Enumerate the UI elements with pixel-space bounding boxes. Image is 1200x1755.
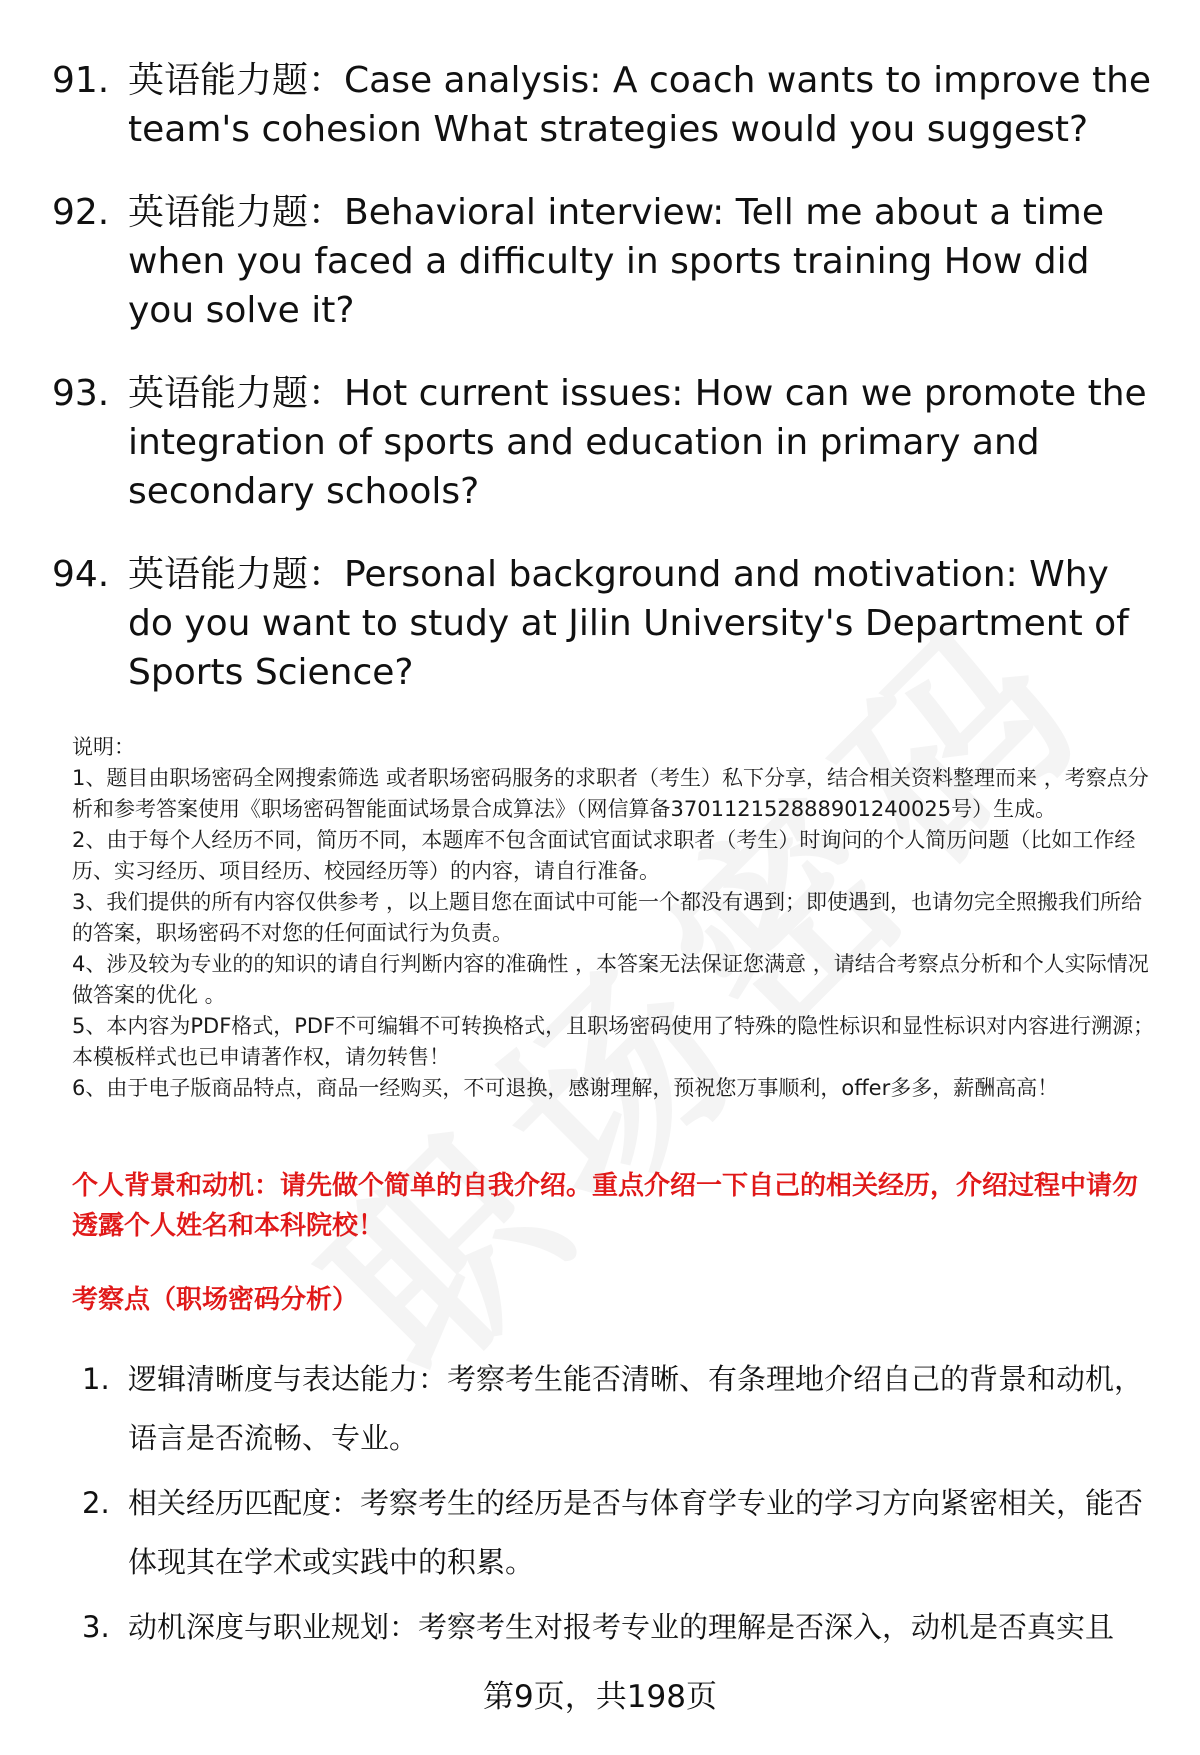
question-number: 93.	[52, 373, 110, 414]
question-text: 英语能力题：Case analysis: A coach wants to improve the team's cohesion What strategies would you suggest?	[128, 60, 1152, 150]
question-item	[52, 369, 1162, 516]
analysis-heading: 考察点（职场密码分析）	[72, 1285, 359, 1315]
analysis-point-number: 3.	[82, 1610, 110, 1644]
note-item: 2、由于每个人经历不同，简历不同，本题库不包含面试官面试求职者（考生）时询问的个人简历问题（比如工作经历、实习经历、项目经历、校园经历等）的内容，请自行准备。	[72, 828, 1136, 883]
analysis-point	[82, 1598, 1162, 1657]
question-number: 91.	[52, 60, 110, 101]
note-item: 6、由于电子版商品特点，商品一经购买，不可退换，感谢理解，预祝您万事顺利，offer多多，薪酬高高！	[72, 1076, 1059, 1100]
notes-title: 说明：	[72, 735, 135, 759]
analysis-point-number: 1.	[82, 1362, 110, 1396]
analysis-point-text: 相关经历匹配度：考察考生的经历是否与体育学专业的学习方向紧密相关，能否体现其在学术或实践中的积累。	[128, 1486, 1144, 1579]
analysis-point	[82, 1350, 1162, 1468]
analysis-point-text: 动机深度与职业规划：考察考生对报考专业的理解是否深入，动机是否真实且	[128, 1610, 1115, 1644]
analysis-point-text: 逻辑清晰度与表达能力：考察考生能否清晰、有条理地介绍自己的背景和动机，语言是否流畅、专业。	[128, 1362, 1144, 1455]
analysis-point	[82, 1474, 1162, 1592]
question-item	[52, 56, 1162, 154]
note-item: 3、我们提供的所有内容仅供参考 ，以上题目您在面试中可能一个都没有遇到；即使遇到，也请勿完全照搬我们所给的答案，职场密码不对您的任何面试行为负责。	[72, 890, 1143, 945]
question-item	[52, 550, 1162, 697]
question-number: 92.	[52, 192, 110, 233]
page-footer: 第9页，共198页	[483, 1679, 717, 1715]
question-text: 英语能力题：Hot current issues: How can we promote the integration of sports and education in primary and secondary schools?	[128, 373, 1147, 512]
analysis-point-list	[82, 1350, 1162, 1663]
question-list	[52, 56, 1162, 731]
highlight-question: 个人背景和动机：请先做个简单的自我介绍。重点介绍一下自己的相关经历，介绍过程中请勿透露个人姓名和本科院校！	[72, 1171, 1139, 1241]
question-text: 英语能力题：Behavioral interview: Tell me about a time when you faced a difficulty in sports training How did you solve it?	[128, 192, 1105, 331]
note-item: 5、本内容为PDF格式，PDF不可编辑不可转换格式，且职场密码使用了特殊的隐性标识和显性标识对内容进行溯源；本模板样式也已申请著作权，请勿转售！	[72, 1014, 1155, 1069]
question-item	[52, 188, 1162, 335]
note-item: 4、涉及较为专业的的知识的请自行判断内容的准确性 ，本答案无法保证您满意 ，请结合考察点分析和个人实际情况做答案的优化 。	[72, 952, 1149, 1007]
notes-section	[72, 732, 1162, 1104]
note-item: 1、题目由职场密码全网搜索筛选 或者职场密码服务的求职者（考生）私下分享，结合相关资料整理而来 ，考察点分析和参考答案使用《职场密码智能面试场景合成算法》（网信算备370112152888901240025号）生成。	[72, 766, 1149, 821]
question-number: 94.	[52, 554, 110, 595]
analysis-point-number: 2.	[82, 1486, 110, 1520]
question-text: 英语能力题：Personal background and motivation: Why do you want to study at Jilin University's Department of Sports Science?	[128, 554, 1129, 693]
